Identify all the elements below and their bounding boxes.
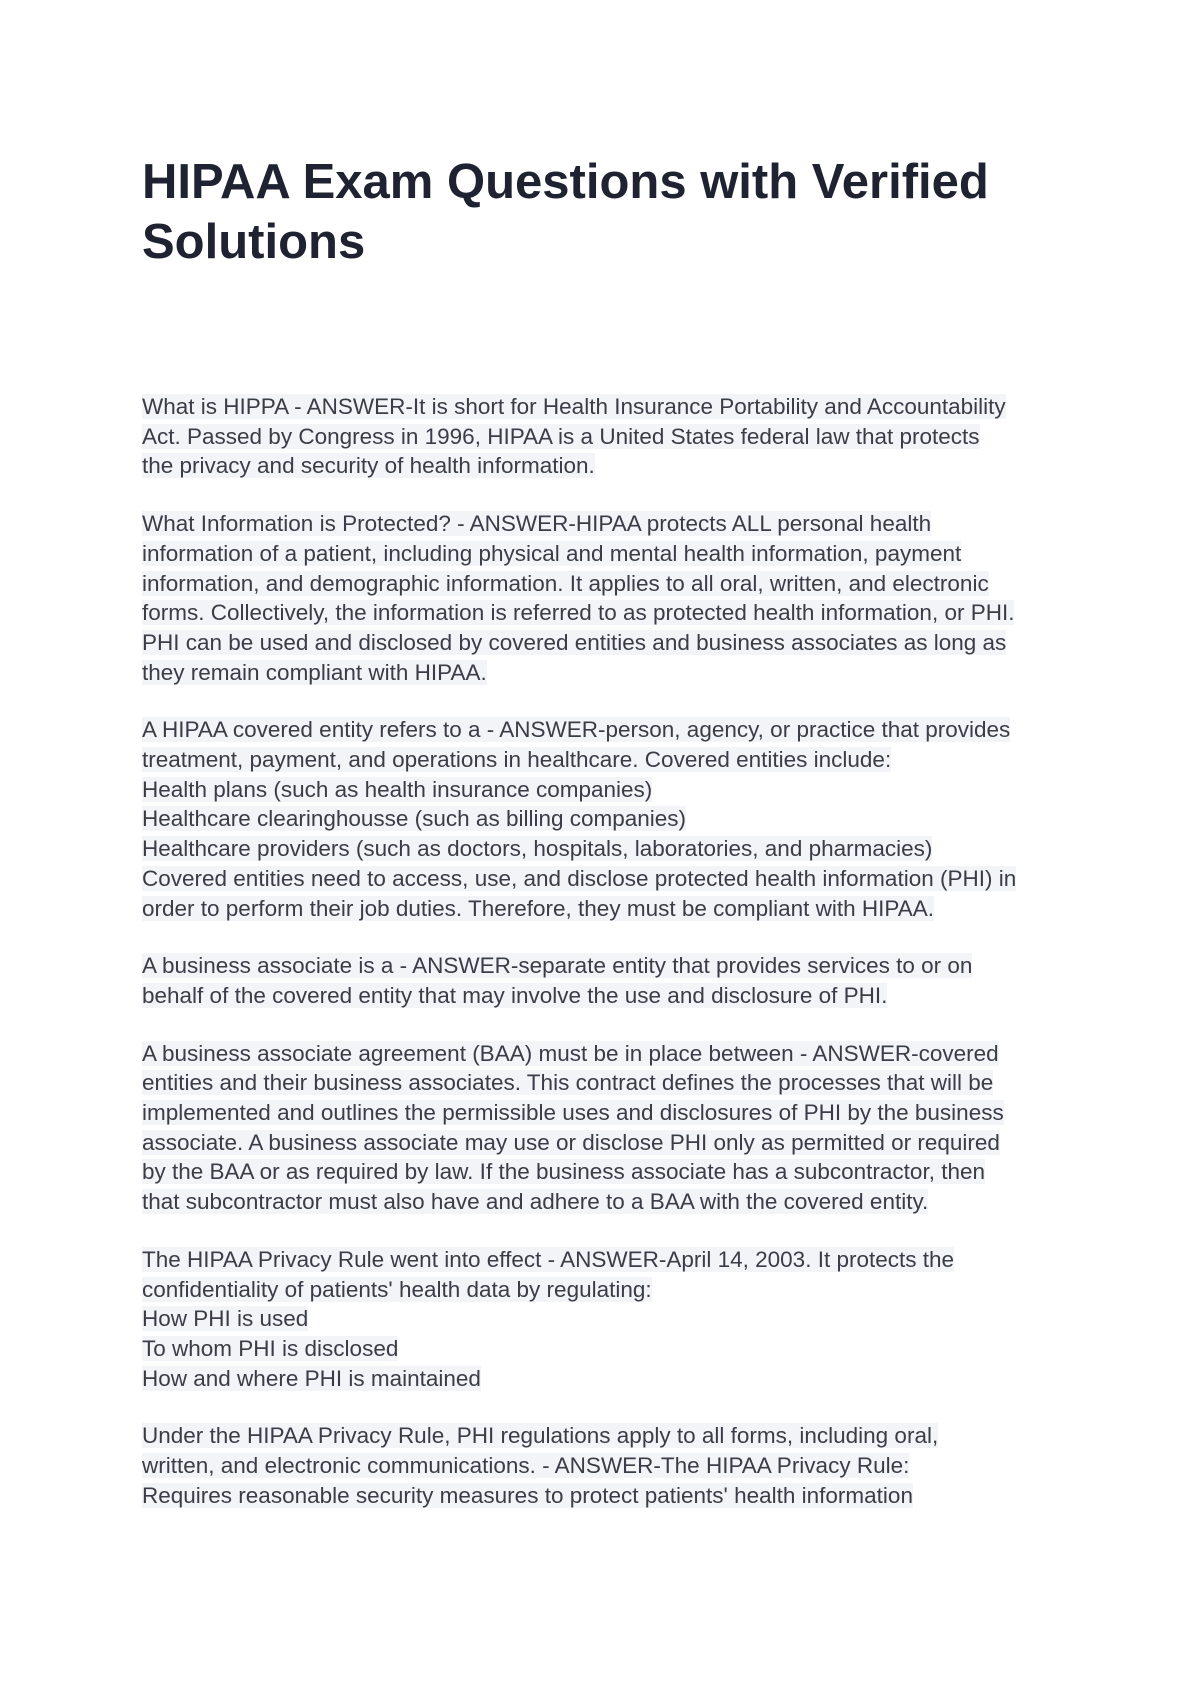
text-line: associate. A business associate may use or disclose PHI only as permitted or required <box>142 1129 1000 1155</box>
text-line: Under the HIPAA Privacy Rule, PHI regulations apply to all forms, including oral, <box>142 1423 939 1449</box>
text-line: that subcontractor must also have and adhere to a BAA with the covered entity. <box>142 1189 929 1215</box>
text-line: confidentiality of patients' health data by regulating: <box>142 1276 652 1302</box>
text-line: Health plans (such as health insurance companies) <box>142 776 653 802</box>
text-line: To whom PHI is disclosed <box>142 1335 399 1361</box>
qa-entry-covered-entity <box>142 715 1082 923</box>
text-line: information, and demographic information. It applies to all oral, written, and electronic <box>142 570 989 596</box>
text-line: Healthcare providers (such as doctors, hospitals, laboratories, and pharmacies) <box>142 836 933 862</box>
text-line: What Information is Protected? - ANSWER-HIPAA protects ALL personal health <box>142 511 932 537</box>
title-line: HIPAA Exam Questions with Verified <box>142 155 989 209</box>
text-line: they remain compliant with HIPAA. <box>142 659 487 685</box>
qa-entry-protected-information <box>142 509 1082 687</box>
qa-entry-what-is-hipaa <box>142 392 1082 481</box>
text-line: Covered entities need to access, use, and disclose protected health information (PHI) in <box>142 865 1017 891</box>
text-line: Healthcare clearinghousse (such as billing companies) <box>142 806 687 832</box>
text-line: information of a patient, including physical and mental health information, payment <box>142 540 962 566</box>
text-line: behalf of the covered entity that may involve the use and disclosure of PHI. <box>142 982 888 1008</box>
text-line: Requires reasonable security measures to protect patients' health information <box>142 1482 913 1508</box>
text-line: How and where PHI is maintained <box>142 1365 481 1391</box>
title-line: Solutions <box>142 215 366 269</box>
text-line: Act. Passed by Congress in 1996, HIPAA is a United States federal law that protects <box>142 423 980 449</box>
qa-list <box>142 392 1082 1539</box>
text-line: implemented and outlines the permissible uses and disclosures of PHI by the business <box>142 1100 1004 1126</box>
text-line: treatment, payment, and operations in healthcare. Covered entities include: <box>142 747 892 773</box>
text-line: by the BAA or as required by law. If the business associate has a subcontractor, then <box>142 1159 985 1185</box>
text-line: What is HIPPA - ANSWER-It is short for Health Insurance Portability and Accountability <box>142 394 1006 419</box>
text-line: A business associate agreement (BAA) must be in place between - ANSWER-covered <box>142 1040 999 1066</box>
text-line: A HIPAA covered entity refers to a - ANSWER-person, agency, or practice that provides <box>142 717 1011 743</box>
qa-entry-privacy-rule-forms <box>142 1421 1082 1510</box>
qa-entry-baa <box>142 1039 1082 1217</box>
text-line: The HIPAA Privacy Rule went into effect - ANSWER-April 14, 2003. It protects the <box>142 1246 955 1272</box>
text-line: entities and their business associates. This contract defines the processes that will be <box>142 1070 994 1096</box>
document-title <box>142 152 1082 272</box>
qa-entry-business-associate <box>142 951 1082 1010</box>
qa-entry-privacy-rule-effective <box>142 1245 1082 1394</box>
text-line: order to perform their job duties. Therefore, they must be compliant with HIPAA. <box>142 895 935 921</box>
text-line: A business associate is a - ANSWER-separate entity that provides services to or on <box>142 953 973 979</box>
text-line: the privacy and security of health information. <box>142 453 595 479</box>
text-line: forms. Collectively, the information is referred to as protected health information, or PHI. <box>142 600 1015 626</box>
text-line: written, and electronic communications. - ANSWER-The HIPAA Privacy Rule: <box>142 1453 910 1479</box>
text-line: How PHI is used <box>142 1306 309 1332</box>
text-line: PHI can be used and disclosed by covered entities and business associates as long as <box>142 629 1007 655</box>
